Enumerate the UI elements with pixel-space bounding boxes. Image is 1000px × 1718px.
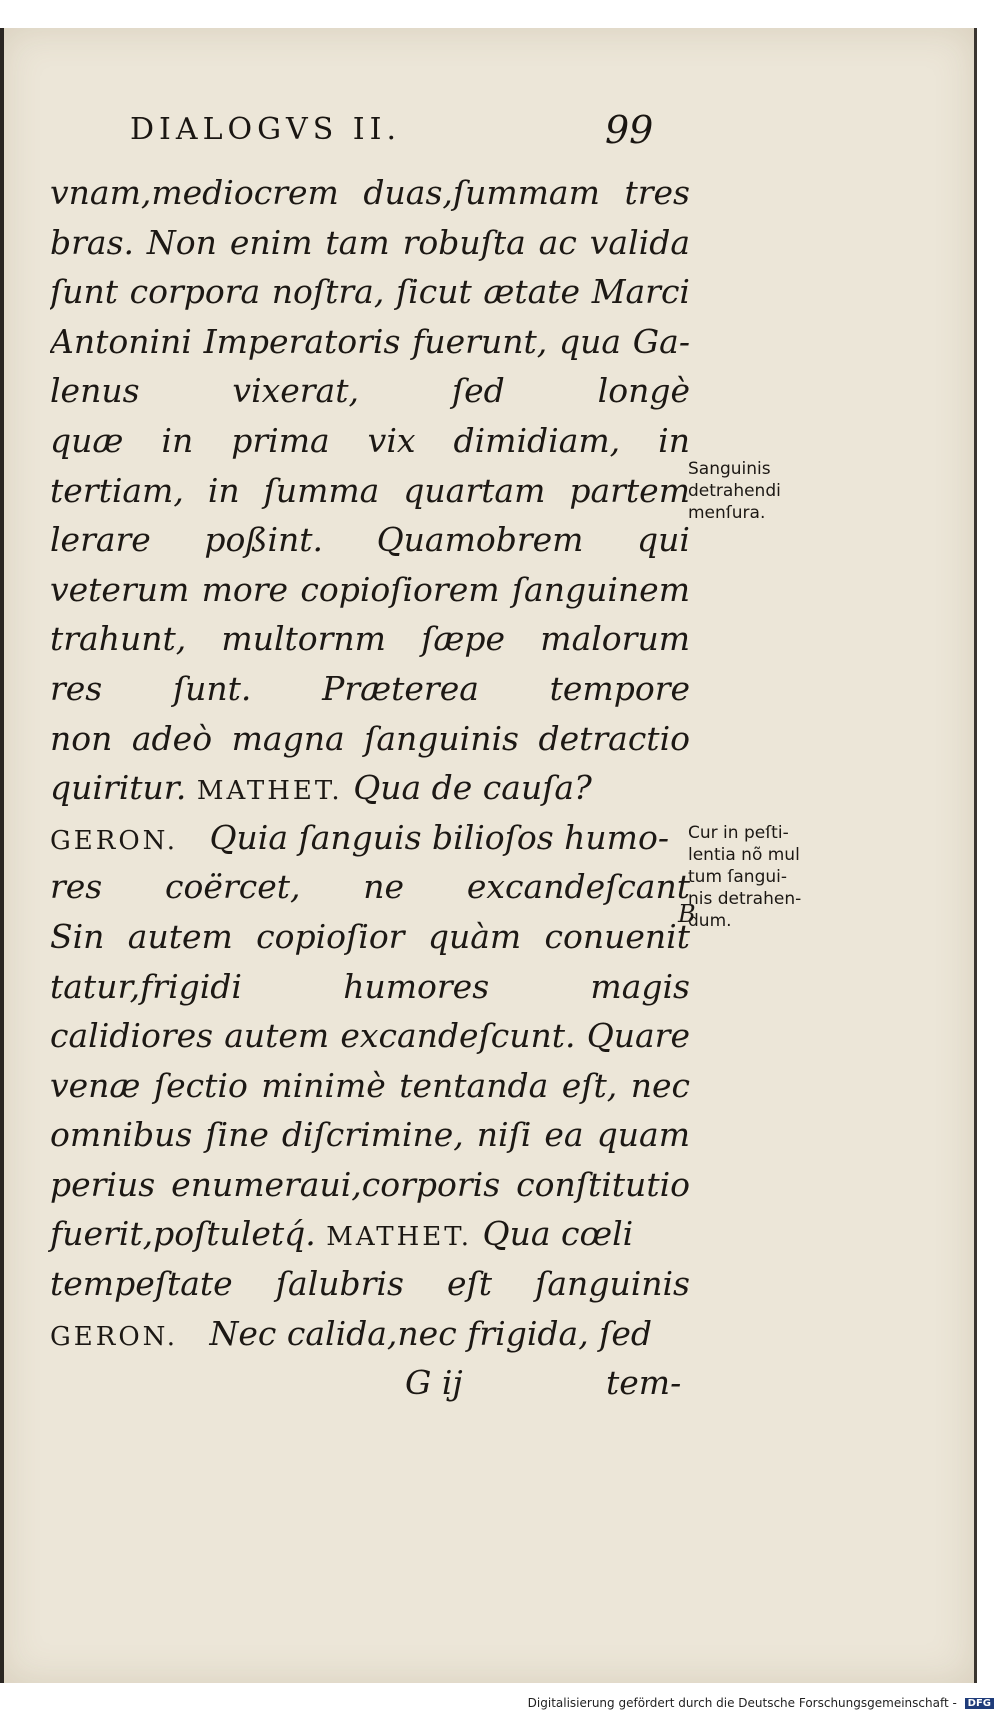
signature-mark: G ij (405, 1363, 463, 1403)
page-number: 99 (605, 108, 654, 152)
text-line: calidiores autem excandeſcunt. Quare (50, 1016, 690, 1056)
text-line-dialogue (50, 1309, 690, 1359)
text-line: tertiam, in ſumma quartam partem (50, 470, 690, 510)
catchword: tem- (606, 1363, 682, 1403)
margin-note-line: Sanguinis (688, 459, 771, 479)
margin-note-bloodletting-measure (688, 458, 838, 524)
text-line: tempeſtate ſalubris eſt ſanguinis (50, 1264, 690, 1304)
body-text (50, 168, 690, 1408)
margin-note-line: Cur in peſti- (688, 823, 789, 843)
text-line: perius enumeraui,corporis conſtitutio (50, 1164, 690, 1204)
text-line: lerare poßint. Quamobrem qui (50, 520, 690, 560)
margin-note-line: detrahendi (688, 481, 781, 501)
speaker-name: GERON. (50, 825, 178, 856)
text-fragment: Quia ſanguis bilioſos humo- (209, 817, 669, 857)
text-fragment: Qua de cauſa? (353, 768, 592, 808)
text-line: tatur,frigidi humores magis (50, 966, 690, 1006)
text-line: res ſunt. Præterea tempore (50, 668, 690, 708)
catchline (50, 1358, 690, 1408)
text-line: omnibus ſine diſcrimine, niſi ea quam (50, 1115, 690, 1155)
margin-note-line: lentia nõ mul (688, 845, 800, 865)
text-line: quæ in prima vix dimidiam, in (50, 420, 690, 460)
text-line: vnam,mediocrem duas,ſummam tres (50, 173, 690, 212)
text-line: veterum more copioſiorem ſanguinem (50, 569, 690, 609)
speaker-name: MATHET. (196, 776, 343, 807)
text-fragment: fuerit,poſtuletq́. (50, 1214, 316, 1254)
dfg-logo: DFG (965, 1698, 994, 1709)
speaker-name: MATHET. (326, 1222, 473, 1253)
text-line: lenus vixerat, ſed longè (50, 371, 690, 411)
page-gutter-edge (0, 28, 4, 1683)
text-line: trahunt, multornm ſæpe malorum (50, 619, 690, 659)
text-fragment: Nec calida,nec frigida, ſed (209, 1313, 653, 1353)
text-line: ſunt corpora noſtra, ſicut ætate Marci (50, 272, 690, 312)
margin-note-line: menſura. (688, 503, 766, 523)
text-line-dialogue (50, 813, 690, 863)
text-line: Antonini Imperatoris fuerunt, qua Ga- (50, 321, 690, 361)
footer-credit (528, 1696, 994, 1710)
footer-text: Digitalisierung gefördert durch die Deutsche Forschungsgemeinschaft - (527, 1696, 957, 1710)
text-line-dialogue (50, 763, 690, 813)
margin-note-line: dum. (688, 911, 732, 931)
text-line: venæ ſectio minimè tentanda eſt, nec (50, 1065, 690, 1105)
text-line: res coërcet, ne excandeſcant (50, 867, 690, 907)
running-head: DIALOGVS II. (130, 112, 402, 147)
text-fragment: quiritur. (50, 768, 187, 808)
margin-note-line: tum ſangui- (688, 867, 788, 887)
margin-note-pestilence (688, 822, 858, 932)
text-line: bras. Non enim tam robuſta ac valida (50, 222, 690, 262)
text-line: non adeò magna ſanguinis detractio (50, 718, 690, 758)
text-line: Sin autem copioſior quàm conuenit (50, 916, 690, 956)
margin-note-line: nis detrahen- (688, 889, 802, 909)
text-fragment: Qua cœli (482, 1214, 634, 1254)
section-mark: B (678, 900, 696, 928)
text-line-dialogue (50, 1209, 690, 1259)
speaker-name: GERON. (50, 1321, 178, 1352)
